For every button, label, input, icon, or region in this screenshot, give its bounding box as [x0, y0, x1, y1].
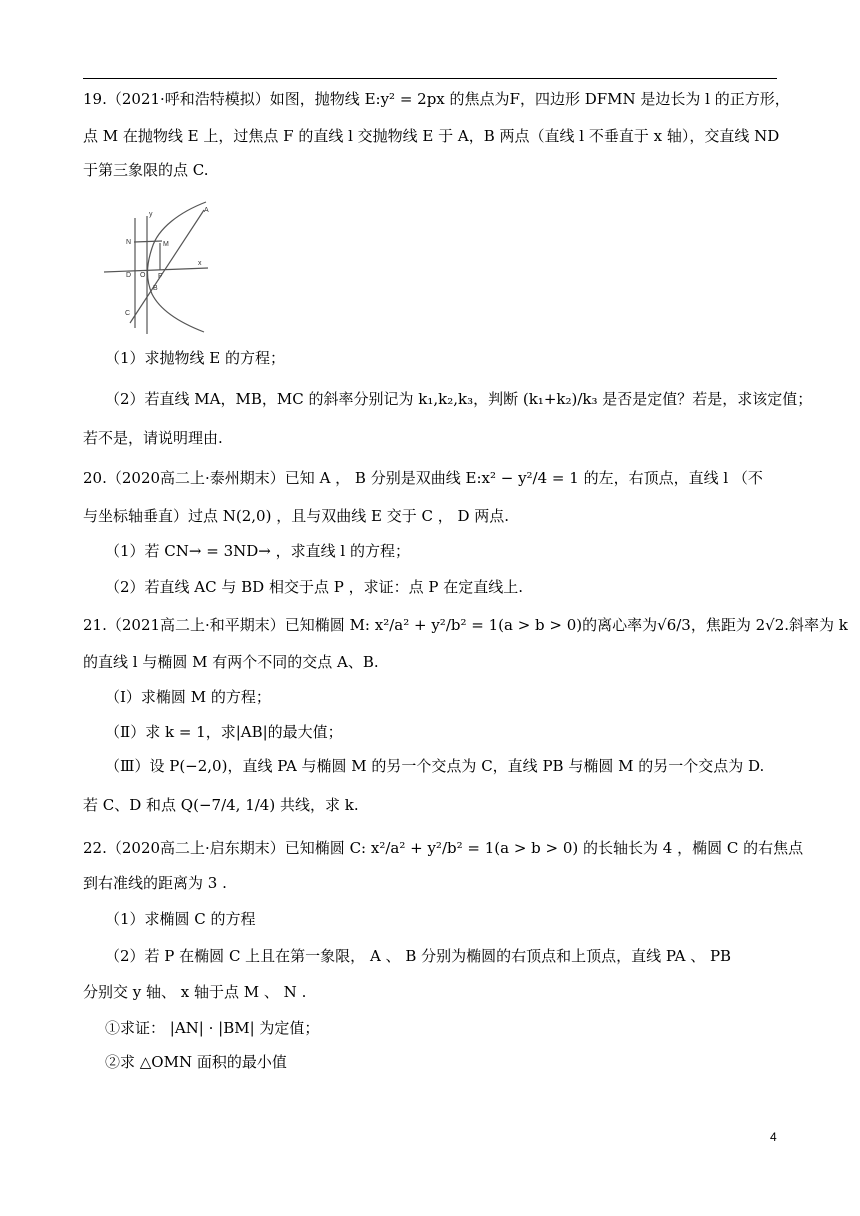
fig-label-c: C [125, 310, 131, 317]
p21-line1: 21.（2021高二上·和平期末）已知椭圆 M: x²/a² + y²/b² = 1(a > b > 0)的离心率为√6/3，焦距为 2√2.斜率为 k [83, 616, 848, 634]
fig-label-n: N [126, 239, 132, 246]
fig-label-o: O [140, 272, 146, 279]
p19-line3: 于第三象限的点 C. [83, 161, 209, 179]
fig-label-y: y [149, 211, 153, 218]
p21-line2: 的直线 l 与椭圆 M 有两个不同的交点 A、B. [83, 653, 379, 671]
p21-q3-cont: 若 C、D 和点 Q(−7/4, 1/4) 共线，求 k. [83, 796, 359, 814]
p21-q1: （Ⅰ）求椭圆 M 的方程； [105, 688, 271, 706]
fig-label-d: D [126, 272, 132, 279]
parabola-figure [100, 198, 212, 336]
p20-q1: （1）若 CN→ = 3ND→ ，求直线 l 的方程； [105, 542, 410, 560]
p21-q3: （Ⅲ）设 P(−2,0)，直线 PA 与椭圆 M 的另一个交点为 C，直线 PB 与椭圆 M 的另一个交点为 D. [105, 757, 765, 775]
p19-q1: （1）求抛物线 E 的方程； [105, 349, 286, 367]
p21-q2: （Ⅱ）求 k = 1，求|AB|的最大值； [105, 723, 343, 741]
fig-label-f: F [158, 273, 163, 280]
p20-line1: 20.（2020高二上·泰州期末）已知 A ， B 分别是双曲线 E:x² − y²/4 = 1 的左，右顶点，直线 l （不 [83, 469, 763, 487]
fig-label-x: x [198, 260, 202, 267]
p20-line2: 与坐标轴垂直）过点 N(2,0) ，且与双曲线 E 交于 C ， D 两点. [83, 507, 510, 525]
fig-label-a: A [204, 207, 209, 214]
p22-sub1: ①求证： |AN| · |BM| 为定值； [105, 1019, 320, 1037]
p22-sub2: ②求 △OMN 面积的最小值 [105, 1053, 287, 1071]
p19-q2-cont: 若不是，请说明理由. [83, 429, 223, 447]
header-rule [83, 78, 777, 79]
page-number: 4 [770, 1130, 777, 1144]
p19-line1: 19.（2021·呼和浩特模拟）如图，抛物线 E:y² = 2px 的焦点为F，四边形 DFMN 是边长为 l 的正方形， [83, 90, 790, 108]
p19-q2: （2）若直线 MA，MB，MC 的斜率分别记为 k₁,k₂,k₃，判断 (k₁+k₂)/k₃ 是否是定值？若是，求该定值； [105, 390, 813, 408]
p22-q2: （2）若 P 在椭圆 C 上且在第一象限， A 、 B 分别为椭圆的右顶点和上顶点，直线 PA 、 PB [105, 947, 732, 965]
p22-q2-cont: 分别交 y 轴、 x 轴于点 M 、 N . [83, 983, 307, 1001]
p19-line2: 点 M 在抛物线 E 上，过焦点 F 的直线 l 交抛物线 E 于 A，B 两点（直线 l 不垂直于 x 轴），交直线 ND [83, 127, 780, 145]
fig-label-b: B [153, 285, 158, 292]
p22-q1: （1）求椭圆 C 的方程 [105, 910, 256, 928]
p20-q2: （2）若直线 AC 与 BD 相交于点 P ，求证：点 P 在定直线上. [105, 578, 524, 596]
p22-line1: 22.（2020高二上·启东期末）已知椭圆 C: x²/a² + y²/b² = 1(a > b > 0) 的长轴长为 4 ，椭圆 C 的右焦点 [83, 839, 804, 857]
fig-label-m: M [163, 241, 169, 248]
p22-line2: 到右准线的距离为 3 . [83, 874, 227, 892]
